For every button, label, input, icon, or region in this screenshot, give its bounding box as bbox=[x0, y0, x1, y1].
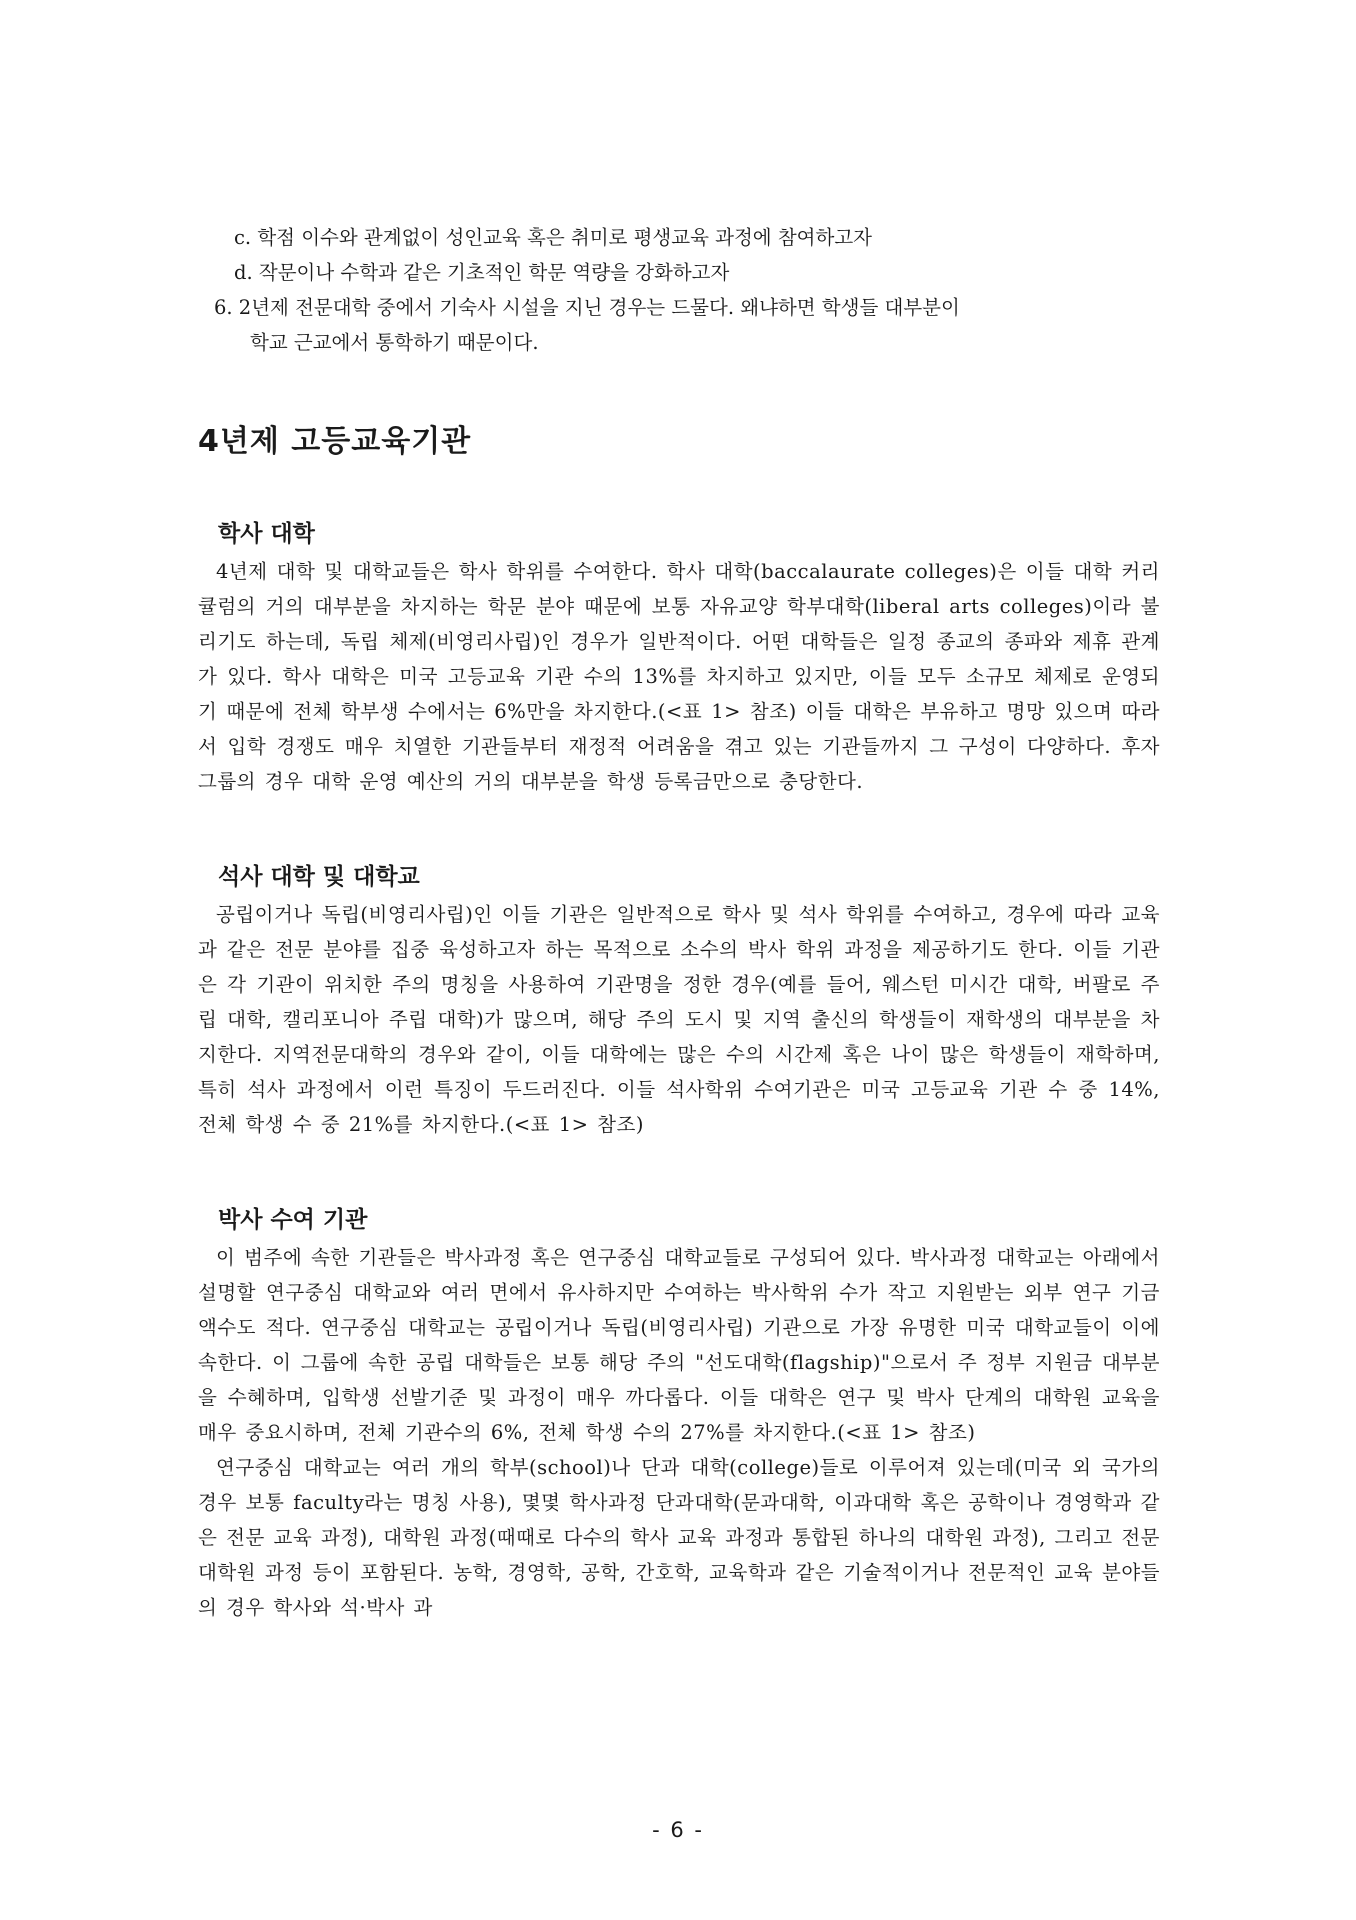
list-item-continuation: 학교 근교에서 통학하기 때문이다. bbox=[250, 331, 539, 354]
paragraph: 이 범주에 속한 기관들은 박사과정 혹은 연구중심 대학교들로 구성되어 있다. 박사과정 대학교는 아래에서 설명할 연구중심 대학교와 여러 면에서 유사하지만 수여하는 박사학위 수가 작고 지원받는 외부 연구 기금 액수도 적다. 연구중심 대학교는 공립이거나 독립(비영리사립) 기관으로 가장 유명한 미국 대학교들이 이에 속한다. 이 그룹에 속한 공립 대학들은 보통 해당 주의 "선도대학(flagship)"으로서 주 정부 지원금 대부분을 수혜하며, 입학생 선발기준 및 과정이 매우 까다롭다. 이들 대학은 연구 및 박사 단계의 대학원 교육을 매우 중요시하며, 전체 기관수의 6%, 전체 학생 수의 27%를 차지한다.(<표 1> 참조) bbox=[198, 1246, 1160, 1444]
subsection-title: 학사 대학 bbox=[218, 521, 315, 547]
page-content bbox=[198, 220, 1160, 1625]
list-continuation bbox=[198, 220, 1160, 360]
paragraph: 4년제 대학 및 대학교들은 학사 학위를 수여한다. 학사 대학(baccalaurate colleges)은 이들 대학 커리큘럼의 거의 대부분을 차지하는 학문 분야 때문에 보통 자유교양 학부대학(liberal arts colleges)이라 불리기도 하는데, 독립 체제(비영리사립)인 경우가 일반적이다. 어떤 대학들은 일정 종교의 종파와 제휴 관계가 있다. 학사 대학은 미국 고등교육 기관 수의 13%를 차지하고 있지만, 이들 모두 소규모 체제로 운영되기 때문에 전체 학부생 수에서는 6%만을 차지한다.(<표 1> 참조) 이들 대학은 부유하고 명망 있으며 따라서 입학 경쟁도 매우 치열한 기관들부터 재정적 어려움을 겪고 있는 기관들까지 그 구성이 다양하다. 후자 그룹의 경우 대학 운영 예산의 거의 대부분을 학생 등록금만으로 충당한다. bbox=[198, 560, 1160, 793]
list-item: d. 작문이나 수학과 같은 기초적인 학문 역량을 강화하고자 bbox=[234, 261, 730, 284]
subsection-masters bbox=[198, 861, 1160, 1142]
subsection-baccalaureate bbox=[198, 518, 1160, 799]
paragraph: 연구중심 대학교는 여러 개의 학부(school)나 단과 대학(college)들로 이루어져 있는데(미국 외 국가의 경우 보통 faculty라는 명칭 사용), 몇몇 학사과정 단과대학(문과대학, 이과대학 혹은 공학이나 경영학과 같은 전문 교육 과정), 대학원 과정(때때로 다수의 학사 교육 과정과 통합된 하나의 대학원 과정), 그리고 전문대학원 과정 등이 포함된다. 농학, 경영학, 공학, 간호학, 교육학과 같은 기술적이거나 전문적인 교육 분야들의 경우 학사와 석·박사 과 bbox=[198, 1456, 1160, 1619]
section-title: 4년제 고등교육기관 bbox=[198, 424, 472, 459]
page-number: - 6 - bbox=[652, 1818, 704, 1842]
paragraph: 공립이거나 독립(비영리사립)인 이들 기관은 일반적으로 학사 및 석사 학위를 수여하고, 경우에 따라 교육과 같은 전문 분야를 집중 육성하고자 하는 목적으로 소수의 박사 학위 과정을 제공하기도 한다. 이들 기관은 각 기관이 위치한 주의 명칭을 사용하여 기관명을 정한 경우(예를 들어, 웨스턴 미시간 대학, 버팔로 주립 대학, 캘리포니아 주립 대학)가 많으며, 해당 주의 도시 및 지역 출신의 학생들이 재학생의 대부분을 차지한다. 지역전문대학의 경우와 같이, 이들 대학에는 많은 수의 시간제 혹은 나이 많은 학생들이 재학하며, 특히 석사 과정에서 이런 특징이 두드러진다. 이들 석사학위 수여기관은 미국 고등교육 기관 수 중 14%, 전체 학생 수 중 21%를 차지한다.(<표 1> 참조) bbox=[198, 903, 1160, 1136]
subsection-title: 석사 대학 및 대학교 bbox=[218, 864, 420, 890]
subsection-title: 박사 수여 기관 bbox=[218, 1207, 368, 1233]
list-item: 6. 2년제 전문대학 중에서 기숙사 시설을 지닌 경우는 드물다. 왜냐하면 학생들 대부분이 bbox=[214, 296, 960, 319]
list-item: c. 학점 이수와 관계없이 성인교육 혹은 취미로 평생교육 과정에 참여하고자 bbox=[234, 226, 873, 249]
subsection-doctoral bbox=[198, 1204, 1160, 1625]
